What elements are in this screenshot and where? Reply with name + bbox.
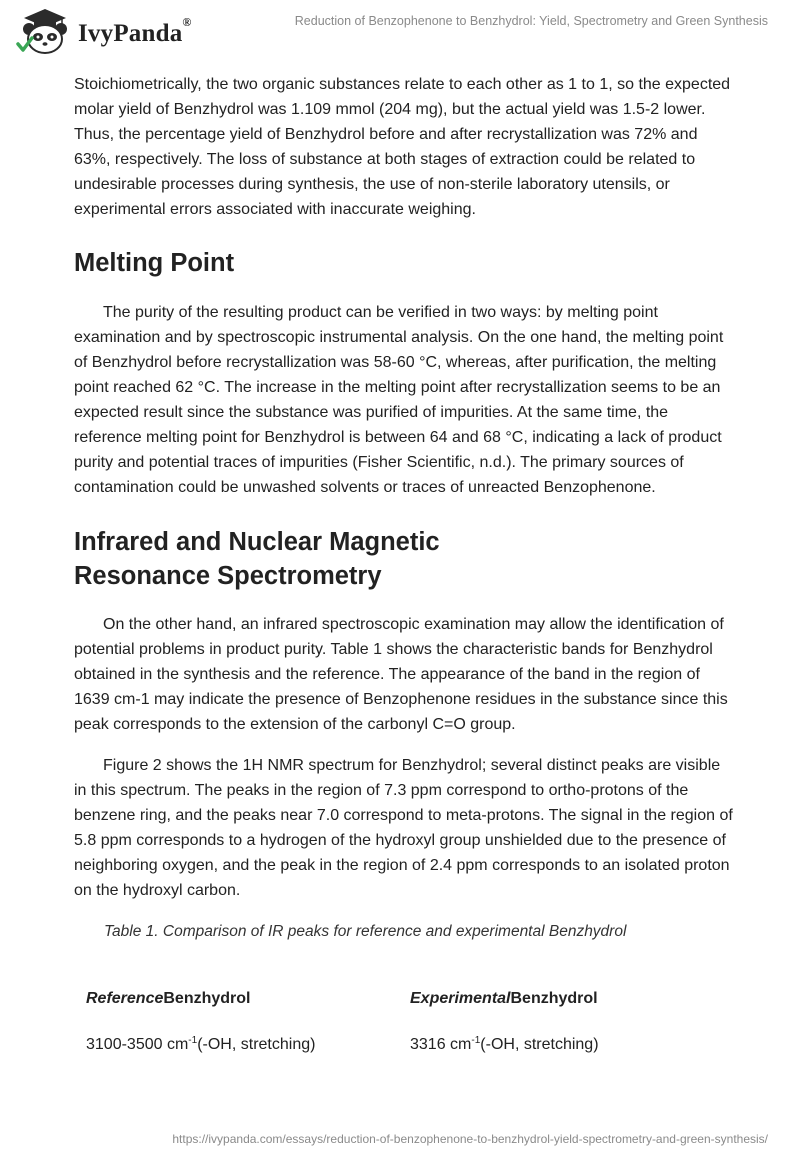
melting-point-paragraph: The purity of the resulting product can be verified in two ways: by melting point examination and by spectroscopic instrumental analysis. On the one hand, the melting point of Benzhydrol before recrystallization was 58-60 °C, whereas, after purification, the melting point reached 62 °C. The increase in the melting point after recrystallization seems to be an expected result since the substance was purified of impurities. At the same time, the reference melting point for Benzhydrol is between 64 and 68 °C, indicating a lack of product purity and potential traces of impurities (Fisher Scientific, n.d.). The primary sources of contamination could be unwashed solvents or traces of unreacted Benzophenone. <box>74 304 724 496</box>
panda-logo-icon <box>14 6 76 56</box>
essay-content <box>74 72 734 943</box>
spectrometry-heading: Infrared and Nuclear Magnetic Resonance Spectrometry <box>74 528 440 590</box>
page-header <box>0 0 800 70</box>
table-cell-experimental: 3316 $cm^{-1}(-OH$, stretching) <box>410 1035 599 1053</box>
table-caption: Table 1. Comparison of IR peaks for reference and experimental Benzhydrol <box>104 923 627 940</box>
table-header-row <box>86 984 726 1030</box>
melting-point-heading: Melting Point <box>74 249 235 277</box>
ir-paragraph: On the other hand, an infrared spectroscopic examination may allow the identification of potential problems in product purity. Table 1 shows the characteristic bands for Benzhydrol obtained in the synthesis and the reference. The appearance of the band in the region of 1639 cm-1 may indicate the presence of Benzophenone residues in the substance since this peak corresponds to the extension of the carbonyl C=O group. <box>74 616 728 733</box>
ir-peaks-table <box>86 984 726 1076</box>
intro-paragraph: Stoichiometrically, the two organic substances relate to each other as 1 to 1, so the expected molar yield of Benzhydrol was 1.109 mmol (204 mg), but the actual yield was 1.5-2 lower. Thus, the percentage yield of Benzhydrol before and after recrystallization was 72% and 63%, respectively. The loss of substance at both stages of extraction could be related to undesirable processes during synthesis, the use of non-sterile laboratory utensils, or experimental errors associated with inaccurate weighing. <box>74 76 731 218</box>
ivypanda-logo[interactable] <box>14 6 214 56</box>
brand-name: IvyPanda® <box>78 14 192 47</box>
table-header-reference: ReferenceBenzhydrol <box>86 990 251 1007</box>
table-row <box>86 1030 726 1076</box>
source-url[interactable]: https://ivypanda.com/essays/reduction-of-benzophenone-to-benzhydrol-yield-spectrometry-and-green-synthesis/ <box>172 1132 768 1146</box>
table-header-experimental: ExperimentalBenzhydrol <box>410 990 598 1007</box>
nmr-paragraph: Figure 2 shows the 1H NMR spectrum for Benzhydrol; several distinct peaks are visible in this spectrum. The peaks in the region of 7.3 ppm correspond to ortho-protons of the benzene ring, and the peaks near 7.0 correspond to meta-protons. The signal in the region of 5.8 ppm corresponds to a hydrogen of the hydroxyl group unshielded due to the presence of neighboring oxygen, and the peak in the region of 2.4 ppm corresponds to an isolated proton on the hydroxyl carbon. <box>74 757 733 899</box>
table-cell-reference: 3100-3500 $cm^{-1}(-OH$, stretching) <box>86 1035 316 1053</box>
header-essay-title: Reduction of Benzophenone to Benzhydrol: Yield, Spectrometry and Green Synthesis <box>294 14 768 28</box>
